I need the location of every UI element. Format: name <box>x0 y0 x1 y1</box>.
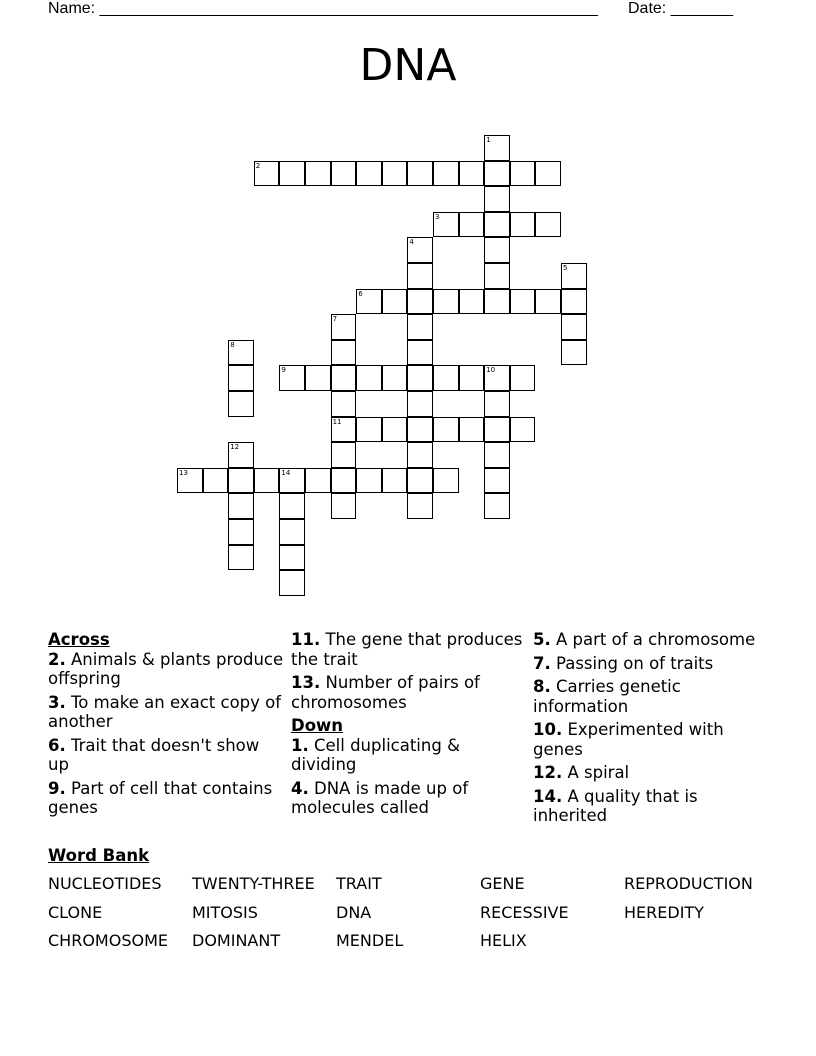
crossword-cell[interactable] <box>407 442 433 468</box>
crossword-cell[interactable] <box>228 365 254 391</box>
crossword-cell[interactable] <box>305 468 331 494</box>
word-bank-item: NUCLEOTIDES <box>48 874 162 893</box>
crossword-cell[interactable] <box>510 417 536 443</box>
clue-number-label: 5. <box>533 630 551 649</box>
word-bank <box>48 874 768 960</box>
crossword-cell[interactable] <box>331 314 357 340</box>
clue-number: 1 <box>486 136 491 144</box>
word-bank-item: GENE <box>480 874 525 893</box>
crossword-cell[interactable] <box>433 289 459 315</box>
crossword-cell[interactable] <box>459 289 485 315</box>
clue-number-label: 10. <box>533 720 563 739</box>
crossword-cell[interactable] <box>561 289 587 315</box>
clue-number-label: 14. <box>533 786 563 806</box>
crossword-cell[interactable] <box>459 365 485 391</box>
word-bank-item: REPRODUCTION <box>624 874 753 893</box>
crossword-cell[interactable] <box>510 212 536 238</box>
crossword-cell[interactable] <box>356 417 382 443</box>
crossword-cell[interactable] <box>535 161 561 187</box>
clue-number-label: 13. <box>291 673 321 692</box>
word-bank-item: TWENTY-THREE <box>192 874 315 893</box>
clue-number: 14 <box>281 468 291 477</box>
name-field-label: Name: ________________________________________________________ <box>48 0 598 17</box>
word-bank-item: CLONE <box>48 902 103 922</box>
clue-number-label: 11. <box>291 630 321 649</box>
clue-number-label: 9. <box>48 778 66 798</box>
crossword-cell[interactable] <box>484 417 510 443</box>
word-bank-item: CHROMOSOME <box>48 931 168 950</box>
word-bank-item: RECESSIVE <box>480 902 569 922</box>
clue-item <box>48 736 284 775</box>
crossword-cell[interactable] <box>561 314 587 340</box>
crossword-cell[interactable] <box>484 135 510 161</box>
clue-text: DNA is made up of molecules called <box>291 778 469 817</box>
crossword-cell[interactable] <box>331 493 357 519</box>
crossword-cell[interactable] <box>279 519 305 545</box>
clues-column-3 <box>533 630 769 830</box>
clue-number: 10 <box>486 366 496 375</box>
crossword-cell[interactable] <box>407 417 433 443</box>
crossword-cell[interactable] <box>484 186 510 212</box>
clue-text: Number of pairs of chromosomes <box>291 673 480 712</box>
clue-number: 2 <box>255 161 261 170</box>
clue-item <box>533 677 769 716</box>
crossword-cell[interactable] <box>407 161 433 187</box>
crossword-cell[interactable] <box>484 212 510 238</box>
crossword-cell[interactable] <box>331 365 357 391</box>
crossword-cell[interactable] <box>484 442 510 468</box>
crossword-cell[interactable] <box>535 289 561 315</box>
word-bank-item: MENDEL <box>336 931 404 950</box>
crossword-cell[interactable] <box>228 340 254 366</box>
clue-text: Trait that doesn't show up <box>48 735 260 774</box>
crossword-cell[interactable] <box>356 161 382 187</box>
clue-number-label: 4. <box>291 778 309 798</box>
clue-item <box>48 650 284 689</box>
crossword-cell[interactable] <box>331 417 357 443</box>
clue-item <box>291 673 527 712</box>
clue-number: 13 <box>179 468 188 477</box>
crossword-cell[interactable] <box>382 289 408 315</box>
crossword-cell[interactable] <box>407 340 433 366</box>
clue-number-label: 3. <box>48 692 66 712</box>
crossword-cell[interactable] <box>331 391 357 417</box>
crossword-cell[interactable] <box>382 468 408 494</box>
clue-number: 7 <box>332 315 338 324</box>
crossword-cell[interactable] <box>407 263 433 289</box>
crossword-cell[interactable] <box>407 468 433 494</box>
crossword-cell[interactable] <box>433 417 459 443</box>
crossword-cell[interactable] <box>203 468 229 494</box>
crossword-cell[interactable] <box>254 161 280 187</box>
clue-number: 4 <box>409 238 414 247</box>
clue-item <box>533 720 769 759</box>
clue-item <box>48 693 284 732</box>
crossword-cell[interactable] <box>228 442 254 468</box>
clue-item <box>291 779 527 818</box>
clue-item <box>48 779 284 818</box>
crossword-cell[interactable] <box>382 365 408 391</box>
clue-item <box>291 630 527 669</box>
crossword-cell[interactable] <box>279 468 305 494</box>
clue-item <box>291 736 527 775</box>
word-bank-item: TRAIT <box>336 874 382 893</box>
crossword-cell[interactable] <box>228 519 254 545</box>
down-heading: Down <box>291 716 344 735</box>
clue-number: 3 <box>435 212 440 221</box>
word-bank-item: HELIX <box>480 931 527 950</box>
crossword-cell[interactable] <box>356 289 382 315</box>
clue-text: Experimented with genes <box>533 720 724 759</box>
clue-text: A quality that is inherited <box>533 786 698 825</box>
clue-number: 5 <box>563 264 568 272</box>
page-title: DNA <box>359 40 457 91</box>
crossword-cell[interactable] <box>254 468 280 494</box>
crossword-cell[interactable] <box>228 468 254 494</box>
word-bank-item: DNA <box>336 902 372 922</box>
clue-text: Carries genetic information <box>533 677 681 716</box>
clue-text: Cell duplicating & dividing <box>291 735 460 774</box>
crossword-cell[interactable] <box>484 493 510 519</box>
clue-number: 8 <box>230 340 235 349</box>
clue-text: Passing on of traits <box>550 653 714 673</box>
crossword-cell[interactable] <box>331 442 357 468</box>
word-bank-heading: Word Bank <box>48 846 150 865</box>
across-heading: Across <box>48 630 110 649</box>
crossword-cell[interactable] <box>228 391 254 417</box>
clue-text: To make an exact copy of another <box>48 692 282 731</box>
crossword-cell[interactable] <box>561 340 587 366</box>
date-field-label: Date: _______ <box>628 0 733 17</box>
word-bank-item: MITOSIS <box>192 902 258 922</box>
crossword-cell[interactable] <box>407 365 433 391</box>
clue-number: 11 <box>332 417 342 426</box>
crossword-cell[interactable] <box>177 468 203 494</box>
crossword-cell[interactable] <box>331 161 357 187</box>
crossword-cell[interactable] <box>279 161 305 187</box>
crossword-cell[interactable] <box>484 391 510 417</box>
crossword-cell[interactable] <box>382 417 408 443</box>
clue-number-label: 6. <box>48 735 66 755</box>
clue-number-label: 1. <box>291 735 309 755</box>
crossword-cell[interactable] <box>510 289 536 315</box>
crossword-cell[interactable] <box>510 365 536 391</box>
crossword-cell[interactable] <box>484 468 510 494</box>
clue-item <box>533 630 769 650</box>
crossword-cell[interactable] <box>433 365 459 391</box>
crossword-cell[interactable] <box>535 212 561 238</box>
crossword-cell[interactable] <box>305 161 331 187</box>
crossword-cell[interactable] <box>484 365 510 391</box>
crossword-cell[interactable] <box>433 468 459 494</box>
crossword-cell[interactable] <box>382 161 408 187</box>
clue-item <box>533 787 769 826</box>
crossword-cell[interactable] <box>484 237 510 263</box>
crossword-cell[interactable] <box>561 263 587 289</box>
crossword-cell[interactable] <box>459 417 485 443</box>
crossword-cell[interactable] <box>228 545 254 571</box>
crossword-cell[interactable] <box>484 289 510 315</box>
crossword-cell[interactable] <box>459 212 485 238</box>
clue-number: 12 <box>230 443 240 452</box>
crossword-cell[interactable] <box>279 365 305 391</box>
clue-item <box>533 654 769 674</box>
crossword-cell[interactable] <box>484 161 510 187</box>
clue-number-label: 8. <box>533 677 551 696</box>
crossword-cell[interactable] <box>331 340 357 366</box>
crossword-cell[interactable] <box>407 391 433 417</box>
clue-text: A part of a chromosome <box>550 630 756 649</box>
crossword-cell[interactable] <box>433 212 459 238</box>
clue-number-label: 2. <box>48 649 66 669</box>
crossword-cell[interactable] <box>305 365 331 391</box>
clue-number-label: 7. <box>533 653 551 673</box>
clue-item <box>533 763 769 783</box>
clue-text: Animals & plants produce offspring <box>48 649 284 688</box>
crossword-cell[interactable] <box>356 365 382 391</box>
clues-column-1 <box>48 630 284 822</box>
clue-number-label: 12. <box>533 763 563 782</box>
clue-number: 6 <box>358 289 363 298</box>
crossword-cell[interactable] <box>407 314 433 340</box>
crossword-cell[interactable] <box>279 545 305 571</box>
clue-text: Part of cell that contains genes <box>48 778 273 817</box>
crossword-cell[interactable] <box>228 493 254 519</box>
crossword-cell[interactable] <box>433 161 459 187</box>
clue-number: 9 <box>281 366 286 375</box>
crossword-cell[interactable] <box>356 468 382 494</box>
word-bank-item: HEREDITY <box>624 902 704 922</box>
crossword-cell[interactable] <box>484 263 510 289</box>
clues-column-2 <box>291 630 527 822</box>
crossword-cell[interactable] <box>459 161 485 187</box>
crossword-cell[interactable] <box>407 237 433 263</box>
crossword-cell[interactable] <box>279 493 305 519</box>
crossword-cell[interactable] <box>279 570 305 596</box>
crossword-cell[interactable] <box>510 161 536 187</box>
crossword-cell[interactable] <box>331 468 357 494</box>
crossword-cell[interactable] <box>407 493 433 519</box>
word-bank-item: DOMINANT <box>192 931 281 950</box>
clue-text: The gene that produces the trait <box>291 630 523 669</box>
clue-text: A spiral <box>562 763 630 782</box>
crossword-cell[interactable] <box>407 289 433 315</box>
